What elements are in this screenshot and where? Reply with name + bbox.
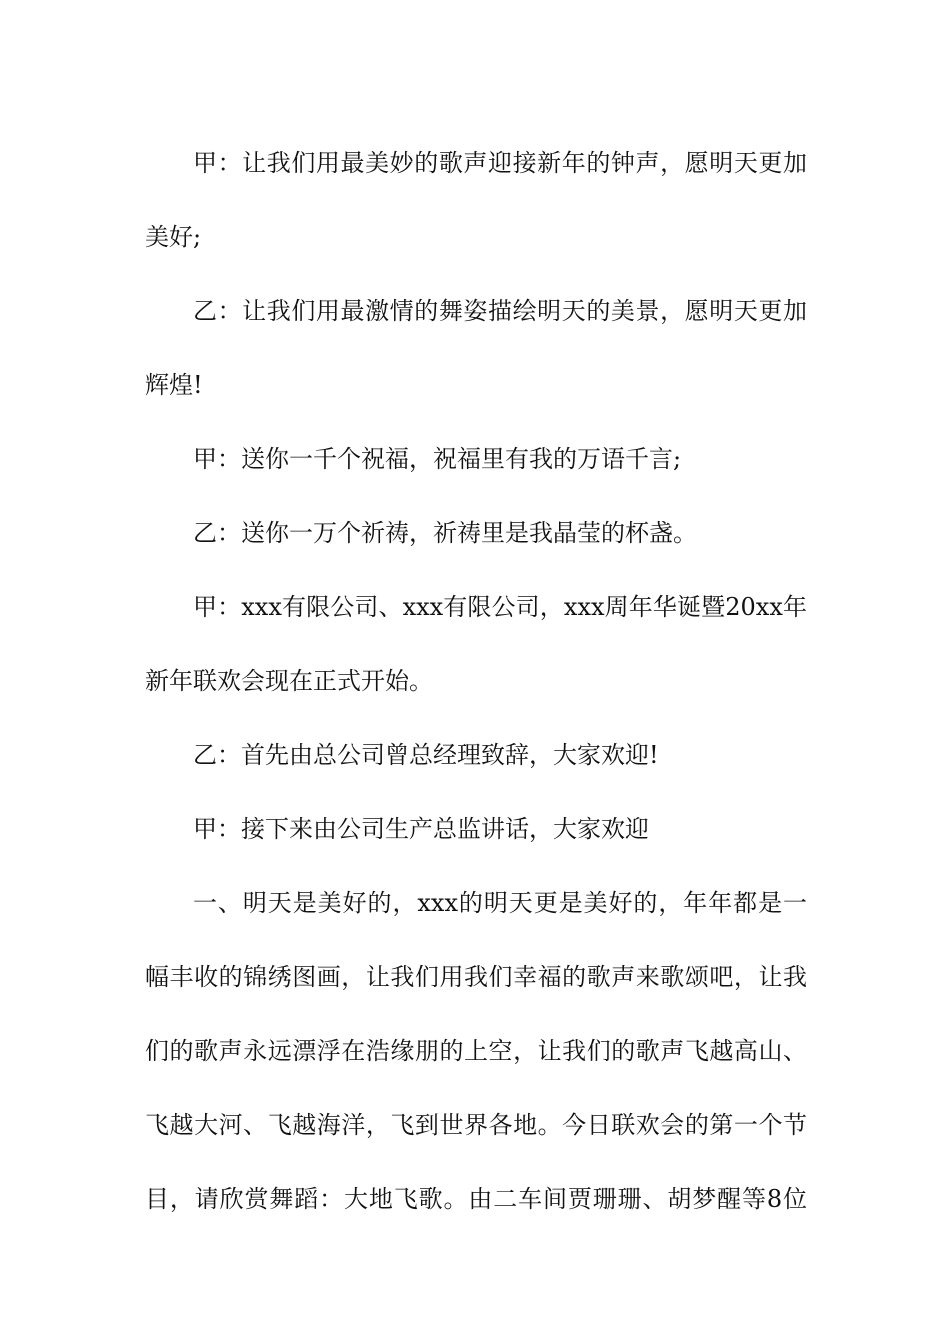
paragraph-7: 甲：接下来由公司生产总监讲话，大家欢迎 bbox=[193, 815, 649, 843]
paragraph-8-line-4: 飞越大河、飞越海洋，飞到世界各地。今日联欢会的第一个节 bbox=[145, 1111, 807, 1139]
paragraph-5-line-1: 甲：xxx有限公司、xxx有限公司，xxx周年华诞暨20xx年 bbox=[193, 593, 807, 621]
paragraph-2-line-2: 辉煌! bbox=[145, 371, 203, 399]
paragraph-1-line-1: 甲：让我们用最美妙的歌声迎接新年的钟声，愿明天更加 bbox=[193, 149, 807, 177]
paragraph-8-line-5: 目，请欣赏舞蹈：大地飞歌。由二车间贾珊珊、胡梦醒等8位 bbox=[145, 1185, 807, 1213]
paragraph-8-line-1: 一、明天是美好的，xxx的明天更是美好的，年年都是一 bbox=[193, 889, 807, 917]
document-body bbox=[145, 126, 807, 1236]
paragraph-6: 乙：首先由总公司曾总经理致辞，大家欢迎! bbox=[193, 741, 659, 769]
paragraph-3: 甲：送你一千个祝福，祝福里有我的万语千言; bbox=[193, 445, 682, 473]
paragraph-1-line-2: 美好; bbox=[145, 223, 202, 251]
paragraph-2-line-1: 乙：让我们用最激情的舞姿描绘明天的美景，愿明天更加 bbox=[193, 297, 807, 325]
paragraph-8-line-3: 们的歌声永远漂浮在浩缘朋的上空，让我们的歌声飞越高山、 bbox=[145, 1037, 807, 1065]
paragraph-4: 乙：送你一万个祈祷，祈祷里是我晶莹的杯盏。 bbox=[193, 519, 697, 547]
paragraph-5-line-2: 新年联欢会现在正式开始。 bbox=[145, 667, 433, 695]
paragraph-8-line-2: 幅丰收的锦绣图画，让我们用我们幸福的歌声来歌颂吧，让我 bbox=[145, 963, 807, 991]
